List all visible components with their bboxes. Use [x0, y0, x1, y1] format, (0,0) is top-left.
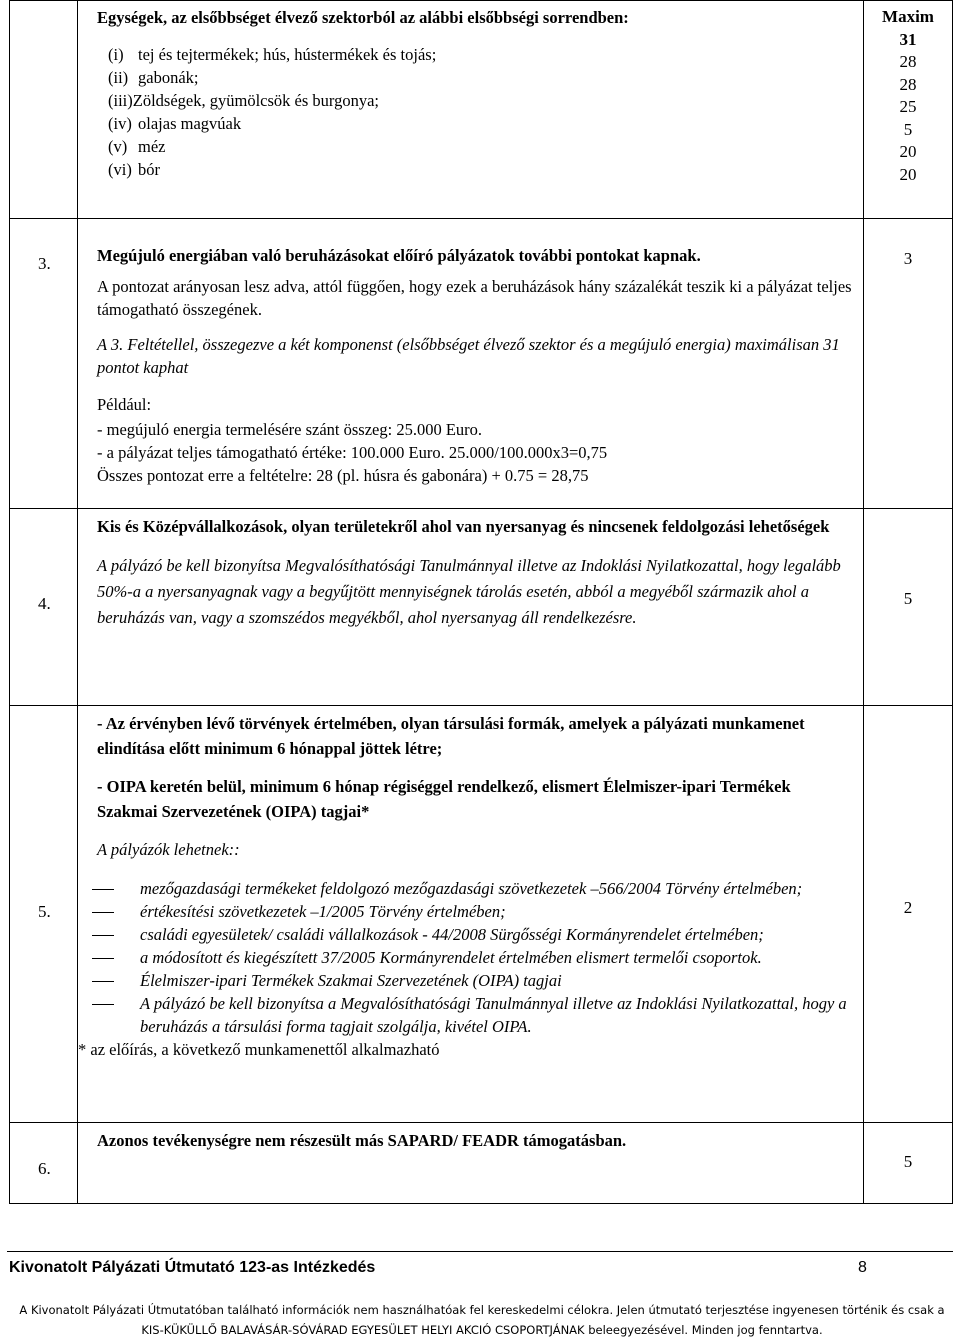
- list-item: (vi) bór: [108, 160, 160, 179]
- example-label: Például:: [97, 395, 152, 414]
- example-line: - megújuló energia termelésére szánt összeg: 25.000 Euro.: [97, 420, 483, 439]
- criterion-title: Azonos tevékenységre nem részesült más SAPARD/ FEADR támogatásban.: [97, 1131, 627, 1150]
- row-number: 3.: [38, 254, 51, 273]
- row-number-cell: [10, 1, 78, 219]
- points-value: 2: [903, 898, 913, 917]
- table-row: [10, 509, 953, 706]
- scoring-table: [9, 0, 953, 1204]
- row-number: 6.: [38, 1159, 51, 1178]
- row-number: 5.: [38, 902, 51, 921]
- table-row: [10, 1, 953, 219]
- max-value: 25: [899, 97, 917, 116]
- points-value: 5: [903, 1152, 913, 1171]
- row-number-cell: [10, 706, 78, 1123]
- applicants-label: A pályázók lehetnek::: [97, 840, 240, 859]
- footer-note: A Kivonatolt Pályázati Útmutatóban található információk nem használhatóak fel kereskedelmi célokra. Jelen útmutató terjesztése ingyenesen történik és csak a: [19, 1303, 945, 1317]
- list-item: családi egyesületek/ családi vállalkozások - 44/2008 Sürgősségi Kormányrendelet értelmében;: [78, 923, 853, 946]
- applicants-list: [78, 877, 853, 1038]
- points-value: 3: [903, 249, 913, 268]
- points-cell: [864, 509, 953, 706]
- row-number-cell: [10, 509, 78, 706]
- max-value: 28: [899, 74, 917, 94]
- criterion-heading: Egységek, az elsőbbséget élvező szektorból az alábbi elsőbbségi sorrendben:: [97, 8, 629, 27]
- criterion-note: A 3. Feltétellel, összegezve a két komponenst (elsőbbséget élvező szektor és a megújuló energia) maximálisan 31 pontot kaphat: [97, 335, 840, 377]
- list-item: Élelmiszer-ipari Termékek Szakmai Szervezetének (OIPA) tagjai: [78, 969, 853, 992]
- criterion-cell: [78, 509, 864, 706]
- points-cell: [864, 1123, 953, 1204]
- list-item: (v) méz: [108, 137, 166, 156]
- list-item: (i) tej és tejtermékek; hús, hústermékek és tojás;: [108, 45, 437, 64]
- criterion-cell: [78, 1, 864, 219]
- sector-list: [108, 43, 853, 181]
- table-row: [10, 1123, 953, 1204]
- footnote: * az előírás, a következő munkamenettől alkalmazható: [78, 1040, 440, 1059]
- points-cell: [864, 1, 953, 219]
- row-number-cell: [10, 1123, 78, 1204]
- max-value: 31: [899, 29, 917, 49]
- example-line: Összes pontozat erre a feltételre: 28 (pl. húsra és gabonára) + 0.75 = 28,75: [97, 466, 589, 485]
- criterion-paragraph: A pontozat arányosan lesz adva, attól függően, hogy ezek a beruházások hány százalékát teszik ki a pályázat teljes támogatható összegének.: [97, 277, 852, 319]
- points-value: 5: [903, 589, 913, 608]
- criterion-paragraph: A pályázó be kell bizonyítsa Megvalósíthatósági Tanulmánnyal illetve az Indoklási Nyilatkozattal, hogy legalább 50%-a a nyersanyagnak vagy a begyűjtött mennyiségnek tárolás esetén, abból a megyéből származik ahol a beruházás van, vagy a szomszédos megyékből, ahol nyersanyag áll rendelkezésre.: [97, 556, 841, 627]
- table-row: [10, 219, 953, 509]
- example-line: - a pályázat teljes támogatható értéke: 100.000 Euro. 25.000/100.000x3=0,75: [97, 443, 608, 462]
- criterion-cell: [78, 219, 864, 509]
- footer-title: Kivonatolt Pályázati Útmutató 123-as Intézkedés: [9, 1259, 376, 1276]
- list-item: a módosított és kiegészített 37/2005 Kormányrendelet értelmében elismert termelői csoportok.: [78, 946, 853, 969]
- criterion-cell: [78, 706, 864, 1123]
- list-item: mezőgazdasági termékeket feldolgozó mezőgazdasági szövetkezetek –566/2004 Törvény értelmében;: [78, 877, 853, 900]
- row-number-cell: [10, 219, 78, 509]
- max-value: 20: [899, 164, 917, 184]
- criterion-title: - Az érvényben lévő törvények értelmében, olyan társulási formák, amelyek a pályázati munkamenet elindítása előtt minimum 6 hónappal jöttek létre;: [97, 714, 805, 758]
- max-value: 20: [899, 142, 917, 161]
- list-item: értékesítési szövetkezetek –1/2005 Törvény értelmében;: [78, 900, 853, 923]
- page-number: 8: [858, 1259, 867, 1276]
- list-item: (iii) Zöldségek, gyümölcsök és burgonya;: [108, 91, 379, 110]
- points-cell: [864, 706, 953, 1123]
- max-label: Maxim: [882, 7, 934, 26]
- table-row: [10, 706, 953, 1123]
- points-cell: [864, 219, 953, 509]
- list-item: A pályázó be kell bizonyítsa a Megvalósíthatósági Tanulmánnyal illetve az Indoklási Nyilatkozattal, hogy a beruházás a társulási forma tagjait szolgálja, kivétel OIPA.: [78, 992, 853, 1038]
- list-item: (iv) olajas magvúak: [108, 114, 242, 133]
- footer-divider: [7, 1251, 953, 1252]
- criterion-title: Megújuló energiában való beruházásokat előíró pályázatok további pontokat kapnak.: [97, 246, 701, 265]
- criterion-cell: [78, 1123, 864, 1204]
- criterion-title: - OIPA keretén belül, minimum 6 hónap régiséggel rendelkező, elismert Élelmiszer-ipari Termékek Szakmai Szervezetének (OIPA) tagjai*: [97, 777, 791, 821]
- max-value: 5: [903, 119, 913, 139]
- max-value: 28: [899, 52, 917, 71]
- criterion-title: Kis és Középvállalkozások, olyan területekről ahol van nyersanyag és nincsenek feldolgozási lehetőségek: [97, 517, 830, 536]
- row-number: 4.: [38, 594, 51, 613]
- footer-note: KIS-KÜKÜLLŐ BALAVÁSÁR-SÓVÁRAD EGYESÜLET HELYI AKCIÓ CSOPORTJÁNAK beleegyezésével. Minden jog fenntartva.: [141, 1323, 823, 1337]
- list-item: (ii) gabonák;: [108, 68, 199, 87]
